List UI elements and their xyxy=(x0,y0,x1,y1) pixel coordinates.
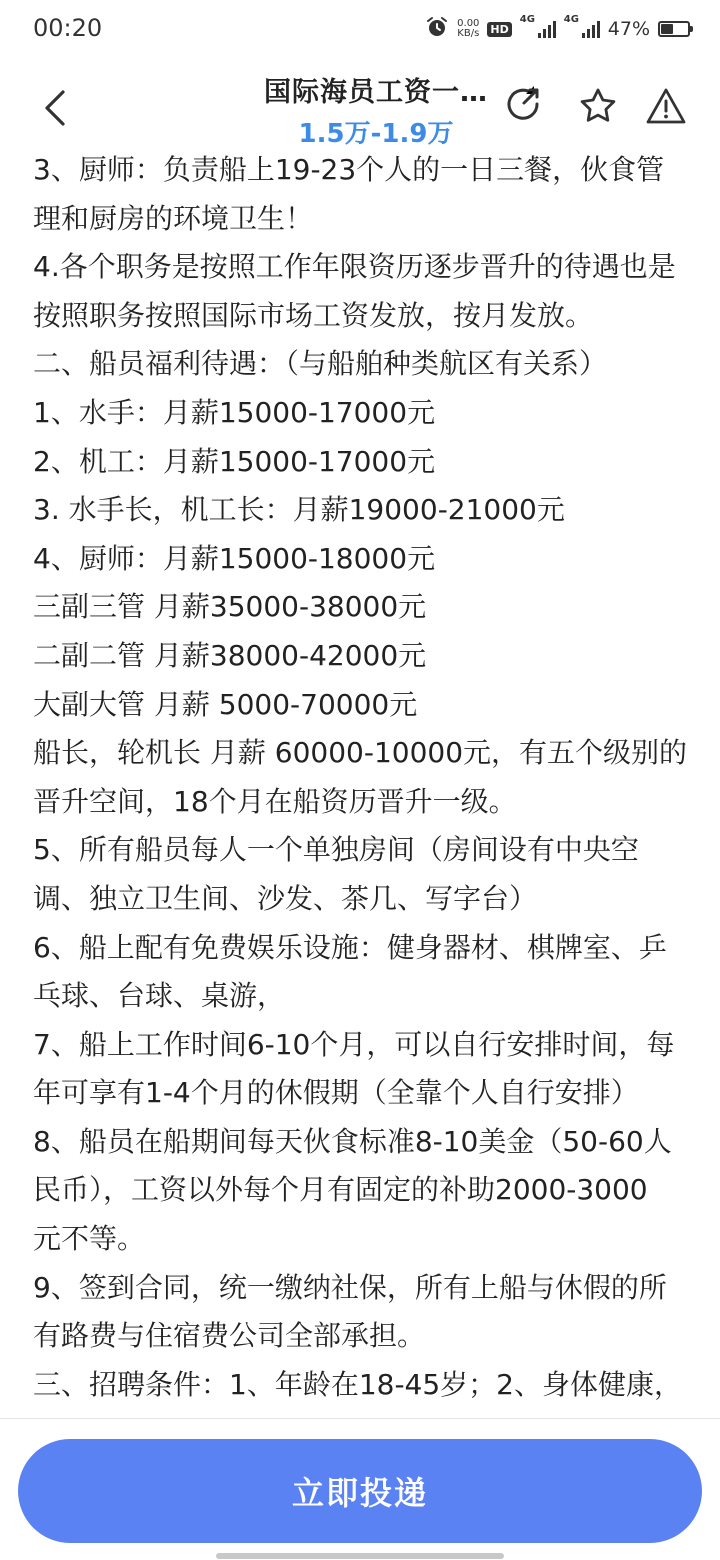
description-line: 元不等。 xyxy=(33,1222,146,1256)
battery-fill xyxy=(661,24,673,34)
description-line: 理和厨房的环境卫生！ xyxy=(33,201,314,235)
description-line: 船长，轮机长 月薪 60000-10000元，有五个级别的 xyxy=(33,736,688,770)
warning-icon xyxy=(645,86,687,126)
description-line: 5、所有船员每人一个单独房间（房间设有中央空 xyxy=(33,833,639,867)
description-line: 8、船员在船期间每天伙食标准8-10美金（50-60人 xyxy=(33,1124,672,1158)
description-line: 二副二管 月薪38000-42000元 xyxy=(33,638,427,672)
description-line: 三副三管 月薪35000-38000元 xyxy=(33,590,427,624)
apply-button[interactable]: 立即投递 xyxy=(18,1439,702,1543)
favorite-button[interactable] xyxy=(574,82,622,130)
description-line: 年可享有1-4个月的休假期（全靠个人自行安排） xyxy=(33,1076,639,1110)
page-title: 国际海员工资一… xyxy=(264,77,488,108)
share-icon xyxy=(504,86,544,126)
net-speed-unit: KB/s xyxy=(457,28,480,39)
net-speed xyxy=(457,19,479,39)
signal-icon xyxy=(519,14,556,38)
net-speed-value: 0.00 xyxy=(457,18,480,29)
description-line: 晋升空间，18个月在船资历晋升一级。 xyxy=(33,784,517,818)
description-line: 3. 水手长，机工长：月薪19000-21000元 xyxy=(33,493,565,527)
signal-icon xyxy=(563,14,600,38)
battery-icon xyxy=(658,21,690,37)
description-line: 4.各个职务是按照工作年限资历逐步晋升的待遇也是 xyxy=(33,250,676,284)
status-icons xyxy=(425,14,690,44)
description-line: 6、船上配有免费娱乐设施：健身器材、棋牌室、乒 xyxy=(33,930,667,964)
description-line: 二、船员福利待遇：（与船舶种类航区有关系） xyxy=(33,347,608,381)
report-button[interactable] xyxy=(642,82,690,130)
description-line: 9、签到合同，统一缴纳社保，所有上船与休假的所 xyxy=(33,1270,667,1304)
hd-icon: HD xyxy=(487,22,511,37)
description-line: 4、厨师：月薪15000-18000元 xyxy=(33,541,436,575)
battery-percent: 47% xyxy=(607,18,650,40)
status-bar xyxy=(0,0,720,56)
description-line: 有路费与住宿费公司全部承担。 xyxy=(33,1319,426,1353)
back-button[interactable] xyxy=(30,78,80,138)
job-description xyxy=(33,146,693,1416)
description-line: 按照职务按照国际市场工资发放，按月发放。 xyxy=(33,298,594,332)
salary-range: 1.5万-1.9万 xyxy=(298,119,454,149)
description-line: 乓球、台球、桌游， xyxy=(33,979,286,1013)
status-time: 00:20 xyxy=(33,14,103,42)
description-line: 大副大管 月薪 5000-70000元 xyxy=(33,687,418,721)
description-line: 7、船上工作时间6-10个月，可以自行安排时间，每 xyxy=(33,1027,675,1061)
description-line: 2、机工：月薪15000-17000元 xyxy=(33,444,436,478)
share-button[interactable] xyxy=(500,82,548,130)
alarm-icon xyxy=(425,15,449,43)
description-line: 1、水手：月薪15000-17000元 xyxy=(33,395,436,429)
home-indicator[interactable] xyxy=(216,1553,504,1559)
description-line: 3、厨师：负责船上19-23个人的一日三餐，伙食管 xyxy=(33,153,665,186)
sim1-label: 4G xyxy=(519,14,535,25)
bottom-bar xyxy=(0,1418,720,1560)
sim2-label: 4G xyxy=(563,14,579,25)
chevron-left-icon xyxy=(41,88,69,128)
nav-bar xyxy=(0,56,720,156)
description-line: 民币），工资以外每个月有固定的补助2000-3000 xyxy=(33,1173,648,1207)
star-icon xyxy=(578,86,618,126)
description-line: 调、独立卫生间、沙发、茶几、写字台） xyxy=(33,881,538,915)
description-line: 三、招聘条件：1、年龄在18-45岁；2、身体健康， xyxy=(33,1367,682,1401)
